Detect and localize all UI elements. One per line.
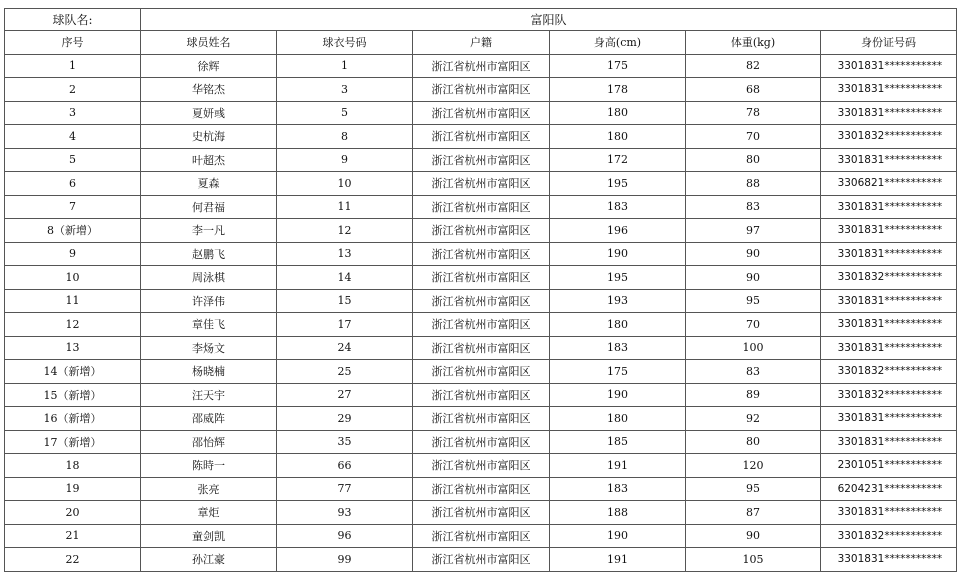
cell-number: 16（新增） bbox=[5, 407, 141, 431]
cell-number: 4 bbox=[5, 125, 141, 149]
cell-jersey: 96 bbox=[277, 524, 413, 548]
cell-weight: 90 bbox=[686, 266, 821, 290]
cell-player-name: 史杭海 bbox=[141, 125, 277, 149]
cell-weight: 88 bbox=[686, 172, 821, 196]
cell-weight: 83 bbox=[686, 360, 821, 384]
cell-hukou: 浙江省杭州市富阳区 bbox=[413, 289, 550, 313]
roster-sheet bbox=[4, 8, 956, 572]
cell-hukou: 浙江省杭州市富阳区 bbox=[413, 219, 550, 243]
cell-jersey: 9 bbox=[277, 148, 413, 172]
cell-id-number: 3301831*********** bbox=[821, 219, 957, 243]
cell-id-number: 3301831*********** bbox=[821, 195, 957, 219]
cell-id-number: 3301832*********** bbox=[821, 125, 957, 149]
cell-hukou: 浙江省杭州市富阳区 bbox=[413, 360, 550, 384]
cell-height: 196 bbox=[550, 219, 686, 243]
cell-height: 183 bbox=[550, 336, 686, 360]
cell-player-name: 张亮 bbox=[141, 477, 277, 501]
cell-number: 1 bbox=[5, 54, 141, 78]
column-header-number: 序号 bbox=[5, 31, 141, 55]
cell-id-number: 3301831*********** bbox=[821, 336, 957, 360]
cell-jersey: 27 bbox=[277, 383, 413, 407]
cell-number: 15（新增） bbox=[5, 383, 141, 407]
cell-jersey: 99 bbox=[277, 548, 413, 572]
cell-height: 188 bbox=[550, 501, 686, 525]
cell-hukou: 浙江省杭州市富阳区 bbox=[413, 125, 550, 149]
cell-jersey: 3 bbox=[277, 78, 413, 102]
cell-hukou: 浙江省杭州市富阳区 bbox=[413, 548, 550, 572]
cell-hukou: 浙江省杭州市富阳区 bbox=[413, 195, 550, 219]
cell-id-number: 3306821*********** bbox=[821, 172, 957, 196]
cell-weight: 83 bbox=[686, 195, 821, 219]
table-row bbox=[5, 501, 957, 525]
cell-height: 183 bbox=[550, 477, 686, 501]
cell-jersey: 12 bbox=[277, 219, 413, 243]
cell-number: 22 bbox=[5, 548, 141, 572]
cell-height: 180 bbox=[550, 101, 686, 125]
cell-height: 178 bbox=[550, 78, 686, 102]
cell-height: 180 bbox=[550, 407, 686, 431]
table-row bbox=[5, 78, 957, 102]
cell-hukou: 浙江省杭州市富阳区 bbox=[413, 313, 550, 337]
cell-id-number: 3301832*********** bbox=[821, 524, 957, 548]
cell-hukou: 浙江省杭州市富阳区 bbox=[413, 477, 550, 501]
cell-height: 191 bbox=[550, 454, 686, 478]
cell-player-name: 华铭杰 bbox=[141, 78, 277, 102]
table-row bbox=[5, 219, 957, 243]
cell-weight: 90 bbox=[686, 242, 821, 266]
cell-player-name: 杨晓楠 bbox=[141, 360, 277, 384]
cell-player-name: 李炀文 bbox=[141, 336, 277, 360]
column-header-id-number: 身份证号码 bbox=[821, 31, 957, 55]
table-row bbox=[5, 430, 957, 454]
cell-weight: 80 bbox=[686, 430, 821, 454]
table-row bbox=[5, 407, 957, 431]
table-row bbox=[5, 383, 957, 407]
table-row bbox=[5, 101, 957, 125]
cell-hukou: 浙江省杭州市富阳区 bbox=[413, 101, 550, 125]
cell-number: 14（新增） bbox=[5, 360, 141, 384]
cell-jersey: 14 bbox=[277, 266, 413, 290]
cell-id-number: 3301831*********** bbox=[821, 289, 957, 313]
cell-hukou: 浙江省杭州市富阳区 bbox=[413, 148, 550, 172]
cell-id-number: 3301832*********** bbox=[821, 383, 957, 407]
cell-number: 5 bbox=[5, 148, 141, 172]
cell-player-name: 章炬 bbox=[141, 501, 277, 525]
table-row bbox=[5, 477, 957, 501]
cell-weight: 70 bbox=[686, 125, 821, 149]
cell-weight: 68 bbox=[686, 78, 821, 102]
cell-weight: 95 bbox=[686, 477, 821, 501]
cell-number: 2 bbox=[5, 78, 141, 102]
cell-hukou: 浙江省杭州市富阳区 bbox=[413, 407, 550, 431]
cell-height: 180 bbox=[550, 125, 686, 149]
cell-player-name: 章佳飞 bbox=[141, 313, 277, 337]
cell-jersey: 11 bbox=[277, 195, 413, 219]
cell-number: 11 bbox=[5, 289, 141, 313]
cell-id-number: 3301831*********** bbox=[821, 101, 957, 125]
cell-jersey: 17 bbox=[277, 313, 413, 337]
cell-player-name: 孙江豪 bbox=[141, 548, 277, 572]
cell-number: 9 bbox=[5, 242, 141, 266]
cell-jersey: 15 bbox=[277, 289, 413, 313]
table-row bbox=[5, 148, 957, 172]
cell-weight: 78 bbox=[686, 101, 821, 125]
cell-weight: 87 bbox=[686, 501, 821, 525]
cell-id-number: 3301832*********** bbox=[821, 360, 957, 384]
cell-player-name: 何君福 bbox=[141, 195, 277, 219]
table-row bbox=[5, 195, 957, 219]
team-label: 球队名: bbox=[5, 9, 141, 31]
roster-body bbox=[5, 54, 957, 571]
cell-height: 193 bbox=[550, 289, 686, 313]
cell-player-name: 夏森 bbox=[141, 172, 277, 196]
cell-number: 7 bbox=[5, 195, 141, 219]
cell-weight: 95 bbox=[686, 289, 821, 313]
cell-id-number: 3301831*********** bbox=[821, 548, 957, 572]
cell-height: 183 bbox=[550, 195, 686, 219]
cell-number: 3 bbox=[5, 101, 141, 125]
cell-number: 10 bbox=[5, 266, 141, 290]
table-row bbox=[5, 313, 957, 337]
cell-number: 18 bbox=[5, 454, 141, 478]
cell-jersey: 8 bbox=[277, 125, 413, 149]
table-row bbox=[5, 54, 957, 78]
cell-jersey: 93 bbox=[277, 501, 413, 525]
cell-jersey: 25 bbox=[277, 360, 413, 384]
table-row bbox=[5, 289, 957, 313]
cell-number: 12 bbox=[5, 313, 141, 337]
cell-number: 8（新增） bbox=[5, 219, 141, 243]
cell-number: 19 bbox=[5, 477, 141, 501]
cell-id-number: 3301831*********** bbox=[821, 430, 957, 454]
table-row bbox=[5, 524, 957, 548]
cell-hukou: 浙江省杭州市富阳区 bbox=[413, 172, 550, 196]
cell-id-number: 3301831*********** bbox=[821, 407, 957, 431]
cell-jersey: 5 bbox=[277, 101, 413, 125]
column-header-weight: 体重(kg) bbox=[686, 31, 821, 55]
cell-jersey: 66 bbox=[277, 454, 413, 478]
cell-weight: 89 bbox=[686, 383, 821, 407]
cell-weight: 100 bbox=[686, 336, 821, 360]
cell-hukou: 浙江省杭州市富阳区 bbox=[413, 78, 550, 102]
cell-weight: 97 bbox=[686, 219, 821, 243]
cell-id-number: 3301831*********** bbox=[821, 242, 957, 266]
column-header-jersey: 球衣号码 bbox=[277, 31, 413, 55]
cell-weight: 90 bbox=[686, 524, 821, 548]
cell-player-name: 周泳棋 bbox=[141, 266, 277, 290]
cell-height: 175 bbox=[550, 54, 686, 78]
roster-table bbox=[4, 8, 957, 572]
cell-number: 17（新增） bbox=[5, 430, 141, 454]
cell-player-name: 邵威阵 bbox=[141, 407, 277, 431]
cell-player-name: 汪天宇 bbox=[141, 383, 277, 407]
cell-hukou: 浙江省杭州市富阳区 bbox=[413, 266, 550, 290]
cell-jersey: 10 bbox=[277, 172, 413, 196]
cell-player-name: 赵鹏飞 bbox=[141, 242, 277, 266]
cell-hukou: 浙江省杭州市富阳区 bbox=[413, 524, 550, 548]
cell-player-name: 夏妍彧 bbox=[141, 101, 277, 125]
cell-jersey: 77 bbox=[277, 477, 413, 501]
cell-hukou: 浙江省杭州市富阳区 bbox=[413, 336, 550, 360]
cell-hukou: 浙江省杭州市富阳区 bbox=[413, 430, 550, 454]
cell-id-number: 2301051*********** bbox=[821, 454, 957, 478]
table-row bbox=[5, 266, 957, 290]
cell-id-number: 3301831*********** bbox=[821, 148, 957, 172]
cell-weight: 105 bbox=[686, 548, 821, 572]
cell-height: 195 bbox=[550, 266, 686, 290]
cell-number: 13 bbox=[5, 336, 141, 360]
cell-height: 190 bbox=[550, 242, 686, 266]
team-name: 富阳队 bbox=[141, 9, 957, 31]
table-row bbox=[5, 125, 957, 149]
cell-height: 195 bbox=[550, 172, 686, 196]
cell-hukou: 浙江省杭州市富阳区 bbox=[413, 242, 550, 266]
cell-id-number: 3301831*********** bbox=[821, 501, 957, 525]
cell-jersey: 24 bbox=[277, 336, 413, 360]
cell-height: 172 bbox=[550, 148, 686, 172]
table-row bbox=[5, 242, 957, 266]
cell-height: 175 bbox=[550, 360, 686, 384]
table-row bbox=[5, 336, 957, 360]
cell-player-name: 童剑凯 bbox=[141, 524, 277, 548]
cell-player-name: 叶超杰 bbox=[141, 148, 277, 172]
cell-height: 191 bbox=[550, 548, 686, 572]
cell-id-number: 3301831*********** bbox=[821, 54, 957, 78]
table-row bbox=[5, 454, 957, 478]
cell-player-name: 陈時一 bbox=[141, 454, 277, 478]
cell-id-number: 3301831*********** bbox=[821, 313, 957, 337]
table-row bbox=[5, 172, 957, 196]
cell-hukou: 浙江省杭州市富阳区 bbox=[413, 54, 550, 78]
cell-jersey: 29 bbox=[277, 407, 413, 431]
cell-hukou: 浙江省杭州市富阳区 bbox=[413, 383, 550, 407]
cell-jersey: 1 bbox=[277, 54, 413, 78]
cell-height: 180 bbox=[550, 313, 686, 337]
cell-id-number: 6204231*********** bbox=[821, 477, 957, 501]
cell-id-number: 3301832*********** bbox=[821, 266, 957, 290]
cell-height: 185 bbox=[550, 430, 686, 454]
cell-height: 190 bbox=[550, 524, 686, 548]
column-header-height: 身高(cm) bbox=[550, 31, 686, 55]
column-header-player-name: 球员姓名 bbox=[141, 31, 277, 55]
cell-weight: 82 bbox=[686, 54, 821, 78]
cell-weight: 120 bbox=[686, 454, 821, 478]
cell-number: 21 bbox=[5, 524, 141, 548]
cell-number: 20 bbox=[5, 501, 141, 525]
cell-height: 190 bbox=[550, 383, 686, 407]
cell-player-name: 李一凡 bbox=[141, 219, 277, 243]
cell-player-name: 许泽伟 bbox=[141, 289, 277, 313]
cell-player-name: 徐辉 bbox=[141, 54, 277, 78]
cell-weight: 80 bbox=[686, 148, 821, 172]
cell-number: 6 bbox=[5, 172, 141, 196]
cell-hukou: 浙江省杭州市富阳区 bbox=[413, 501, 550, 525]
cell-player-name: 邵怡辉 bbox=[141, 430, 277, 454]
cell-jersey: 13 bbox=[277, 242, 413, 266]
table-row bbox=[5, 360, 957, 384]
cell-hukou: 浙江省杭州市富阳区 bbox=[413, 454, 550, 478]
cell-id-number: 3301831*********** bbox=[821, 78, 957, 102]
cell-jersey: 35 bbox=[277, 430, 413, 454]
cell-weight: 70 bbox=[686, 313, 821, 337]
header-row bbox=[5, 31, 957, 55]
team-row bbox=[5, 9, 957, 31]
cell-weight: 92 bbox=[686, 407, 821, 431]
table-row bbox=[5, 548, 957, 572]
column-header-hukou: 户籍 bbox=[413, 31, 550, 55]
